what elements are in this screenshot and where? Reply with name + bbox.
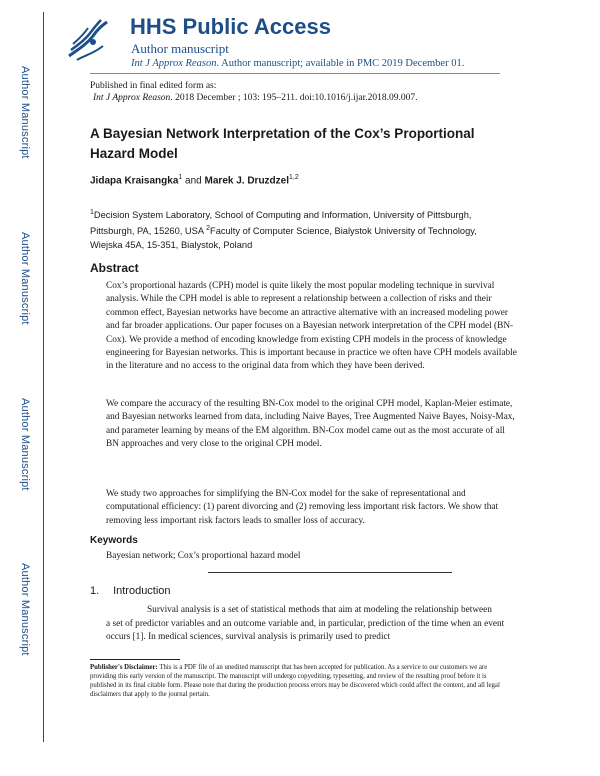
author-manuscript-subtitle: Author manuscript [131, 41, 229, 56]
abstract-paragraph: Cox’s proportional hazards (CPH) model is quite likely the most popular modeling technique in survival analysis. While the CPH model is able to represent a relationship between a collection of risks and their common effect, Bayesian networks have become an attractive alternative with an increased modeling power and far broader applications. Our paper focuses on a Bayesian network interpretation of the CPH model (BN-Cox). We provide a method of encoding knowledge from existing CPH models in the process of knowledge engineering for Bayesian networks. This is important because in practice we often have CPH models available in the literature and no access to the original data from which they have been derived. [106, 281, 517, 372]
publisher-disclaimer [90, 663, 508, 699]
section-title: Introduction [113, 585, 171, 597]
side-label-author-manuscript: Author Manuscript [19, 232, 31, 325]
affiliation-mark: 1 [90, 209, 94, 216]
citation [90, 92, 417, 104]
intro-paragraph-first-line: Survival analysis is a set of statistical methods that aim at modeling the relationship between [147, 605, 492, 615]
affiliation-text: Decision System Laboratory, School of Computing and Information, University of Pittsburgh, Pittsburgh, PA, 15260, USA [90, 210, 472, 237]
affiliation-text: Faculty of Computer Science, Bialystok University of Technology, Wiejska 45A, 15-351, Bialystok, Poland [90, 226, 477, 251]
published-label: Published in final edited form as: [90, 81, 217, 91]
margin-divider [43, 12, 44, 742]
abstract-paragraph: We compare the accuracy of the resulting BN-Cox model to the original CPH model, Kaplan-Meier estimate, and Bayesian networks learned from data, including Naive Bayes, Tree Augmented Naive Bayes, Noisy-Max, and parameter learning by means of the EM algorithm. BN-Cox model came out as the most accurate of all BN approaches and very close to the original CPH model. [106, 399, 515, 450]
author-name: Marek J. Druzdzel [204, 175, 290, 187]
hhs-eagle-logo-icon [63, 16, 111, 64]
abstract-heading: Abstract [90, 261, 139, 275]
citation-details: . 2018 December ; 103: 195–211. doi:10.1016/j.ijar.2018.09.007. [170, 93, 418, 103]
footnote-rule [90, 659, 180, 660]
side-label-author-manuscript: Author Manuscript [19, 563, 31, 656]
hhs-public-access-title: HHS Public Access [130, 14, 331, 39]
header-rule [90, 73, 500, 74]
section-number: 1. [90, 585, 100, 597]
keywords-text: Bayesian network; Cox’s proportional hazard model [106, 551, 301, 561]
journal-name: Int J Approx Reason [131, 58, 217, 69]
author-list [90, 174, 299, 186]
published-in-block [90, 80, 417, 104]
affiliations [90, 206, 510, 252]
citation-journal: Int J Approx Reason [93, 93, 171, 103]
article-title: A Bayesian Network Interpretation of the Cox’s Proportional Hazard Model [90, 126, 475, 161]
availability-text: . Author manuscript; available in PMC 2019 December 01. [216, 58, 465, 69]
side-label-author-manuscript: Author Manuscript [19, 66, 31, 159]
keywords-heading: Keywords [90, 535, 138, 546]
disclaimer-label: Publisher's Disclaimer: [90, 664, 158, 671]
section-rule [208, 572, 452, 573]
author-affiliation-mark: 1,2 [289, 174, 299, 181]
introduction-heading [90, 585, 171, 597]
journal-availability-line [131, 58, 464, 69]
author-name: Jidapa Kraisangka [90, 175, 179, 187]
intro-paragraph: a set of predictor variables and an outcome variable and, in particular, prediction of the time when an event occurs [1]. In medical sciences, survival analysis is primarily used to predict [106, 619, 505, 643]
side-label-author-manuscript: Author Manuscript [19, 398, 31, 491]
disclaimer-text: This is a PDF file of an unedited manuscript that has been accepted for publication. As a service to our customers we are providing this early version of the manuscript. The manuscript will undergo copyediting, typesetting, and review of the resulting proof before it is published in its final citable form. Please note that during the production process errors may be discovered which could affect the content, and all legal disclaimers that apply to the journal pertain. [90, 664, 500, 698]
author-affiliation-mark: 1 [178, 174, 183, 181]
affiliation-mark: 2 [206, 225, 211, 233]
abstract-paragraph: We study two approaches for simplifying the BN-Cox model for the sake of representational and computational efficiency: (1) parent divorcing and (2) removing less important risk factors. We show that removing less important risk factors leads to smaller loss of accuracy. [106, 489, 499, 526]
author-conjunction: and [182, 175, 205, 187]
